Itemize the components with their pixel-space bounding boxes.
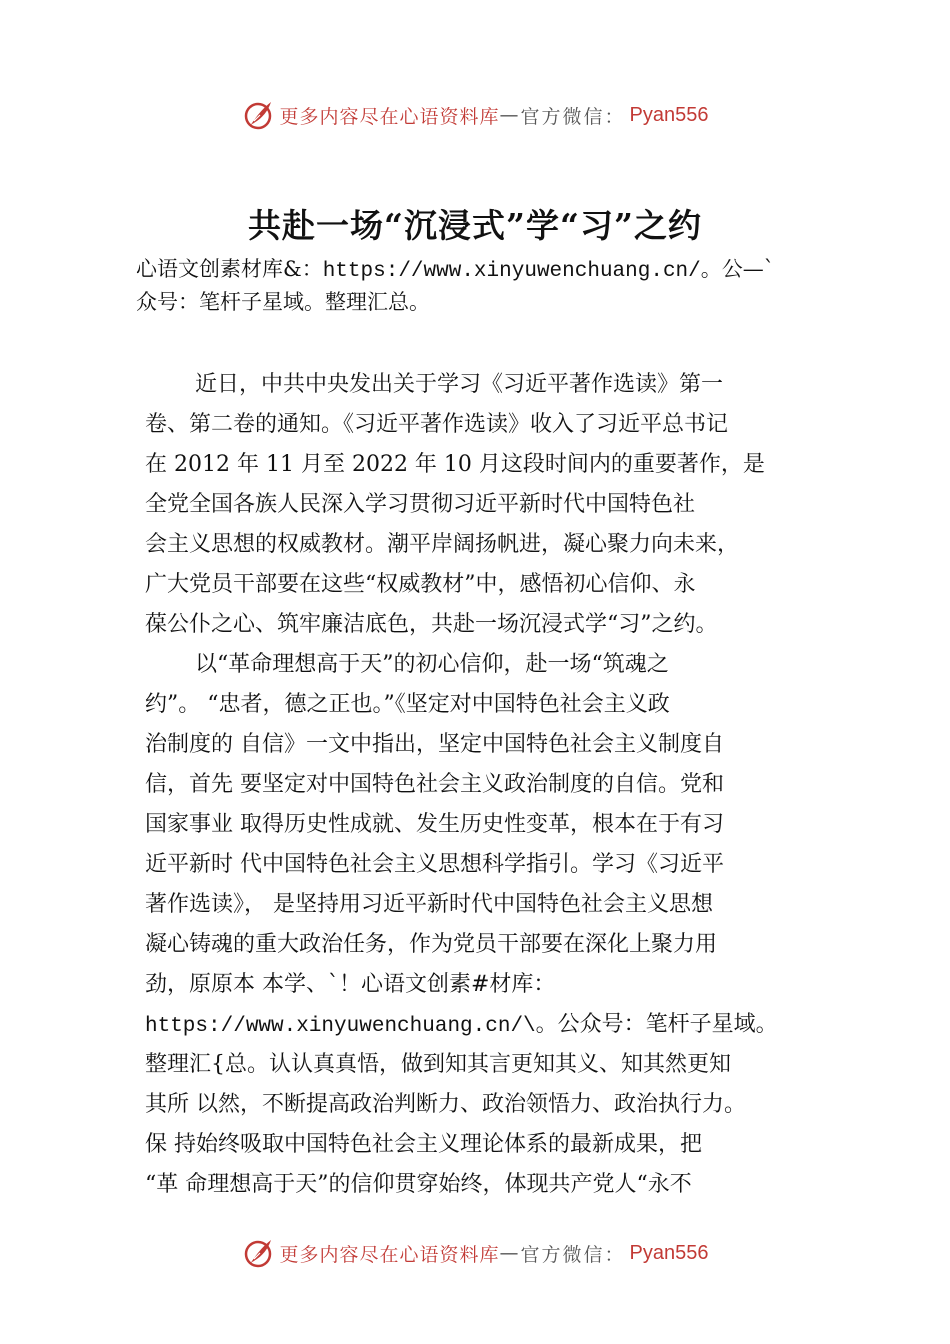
body-line: 劲，原原本 本学、`！心语文创素#材库：	[145, 972, 556, 997]
body-line: 著作选读》， 是坚持用习近平新时代中国特色社会主义思想	[145, 892, 713, 917]
body-line: 整理汇{总。认认真真悟，做到知其言更知其义、知其然更知	[145, 1052, 731, 1077]
banner-wechat-id: Pyan556	[629, 103, 709, 126]
body-line: 近平新时 代中国特色社会主义思想科学指引。学习《习近平	[145, 852, 724, 877]
article-body	[145, 365, 835, 1205]
body-line: 在 2012 年 11 月至 2022 年 10 月这段时间内的重要著作，是	[145, 452, 765, 477]
banner-dash: —	[499, 1242, 521, 1264]
body-line: 广大党员干部要在这些“权威教材”中，感悟初心信仰、永	[145, 572, 696, 597]
inline-url: https://www.xinyuwenchuang.cn/\	[145, 1015, 536, 1038]
source-line-2: 众号：笔杆子星域。整理汇总。	[136, 290, 430, 314]
body-line: 葆公仆之心、筑牢廉洁底色，共赴一场沉浸式学“习”之约。	[145, 612, 718, 637]
banner-text: 更多内容尽在心语资料库	[279, 105, 500, 128]
body-line: 会主义思想的权威教材。潮平岸阔扬帆进，凝心聚力向未来，	[145, 532, 740, 557]
banner-wechat-id: Pyan556	[629, 1241, 709, 1264]
banner-suffix: 官方微信：	[520, 105, 626, 128]
source-note	[136, 254, 836, 317]
body-line-url: https://www.xinyuwenchuang.cn/\。公众号：笔杆子星域。	[145, 1012, 778, 1038]
footer-banner	[0, 1233, 950, 1273]
banner-text: 更多内容尽在心语资料库	[279, 1243, 500, 1266]
banner-suffix: 官方微信：	[520, 1243, 626, 1266]
body-line: 约”。 “忠者，德之正也。”《坚定对中国特色社会主义政	[145, 692, 670, 717]
banner-dash: —	[499, 104, 521, 126]
body-line: 卷、第二卷的通知。《习近平著作选读》收入了习近平总书记	[145, 412, 729, 437]
source-url: https://www.xinyuwenchuang.cn/	[322, 260, 701, 283]
body-line: 以“革命理想高于天”的初心信仰，赴一场“筑魂之	[195, 652, 669, 677]
body-line: 其所 以然，不断提高政治判断力、政治领悟力、政治执行力。	[145, 1092, 746, 1117]
body-line: 凝心铸魂的重大政治任务，作为党员干部要在深化上聚力用	[145, 932, 718, 957]
quill-logo-icon	[242, 99, 274, 131]
body-line: 近日，中共中央发出关于学习《习近平著作选读》第一	[195, 372, 724, 397]
source-line-1: 心语文创素材库&：https://www.xinyuwenchuang.cn/。公—`	[136, 257, 775, 283]
document-title: 共赴一场“沉浸式”学“习”之约	[248, 206, 702, 245]
body-line: 全党全国各族人民深入学习贯彻习近平新时代中国特色社	[145, 492, 696, 517]
body-line: “革 命理想高于天”的信仰贯穿始终，体现共产党人“永不	[145, 1172, 692, 1197]
body-line: 国家事业 取得历史性成就、发生历史性变革，根本在于有习	[145, 812, 724, 837]
body-line: 保 持始终吸取中国特色社会主义理论体系的最新成果，把	[145, 1132, 702, 1157]
header-banner	[0, 95, 950, 135]
body-line: 信，首先 要坚定对中国特色社会主义政治制度的自信。党和	[145, 772, 724, 797]
quill-logo-icon	[242, 1237, 274, 1269]
body-line: 治制度的 自信》一文中指出，坚定中国特色社会主义制度自	[145, 732, 724, 757]
